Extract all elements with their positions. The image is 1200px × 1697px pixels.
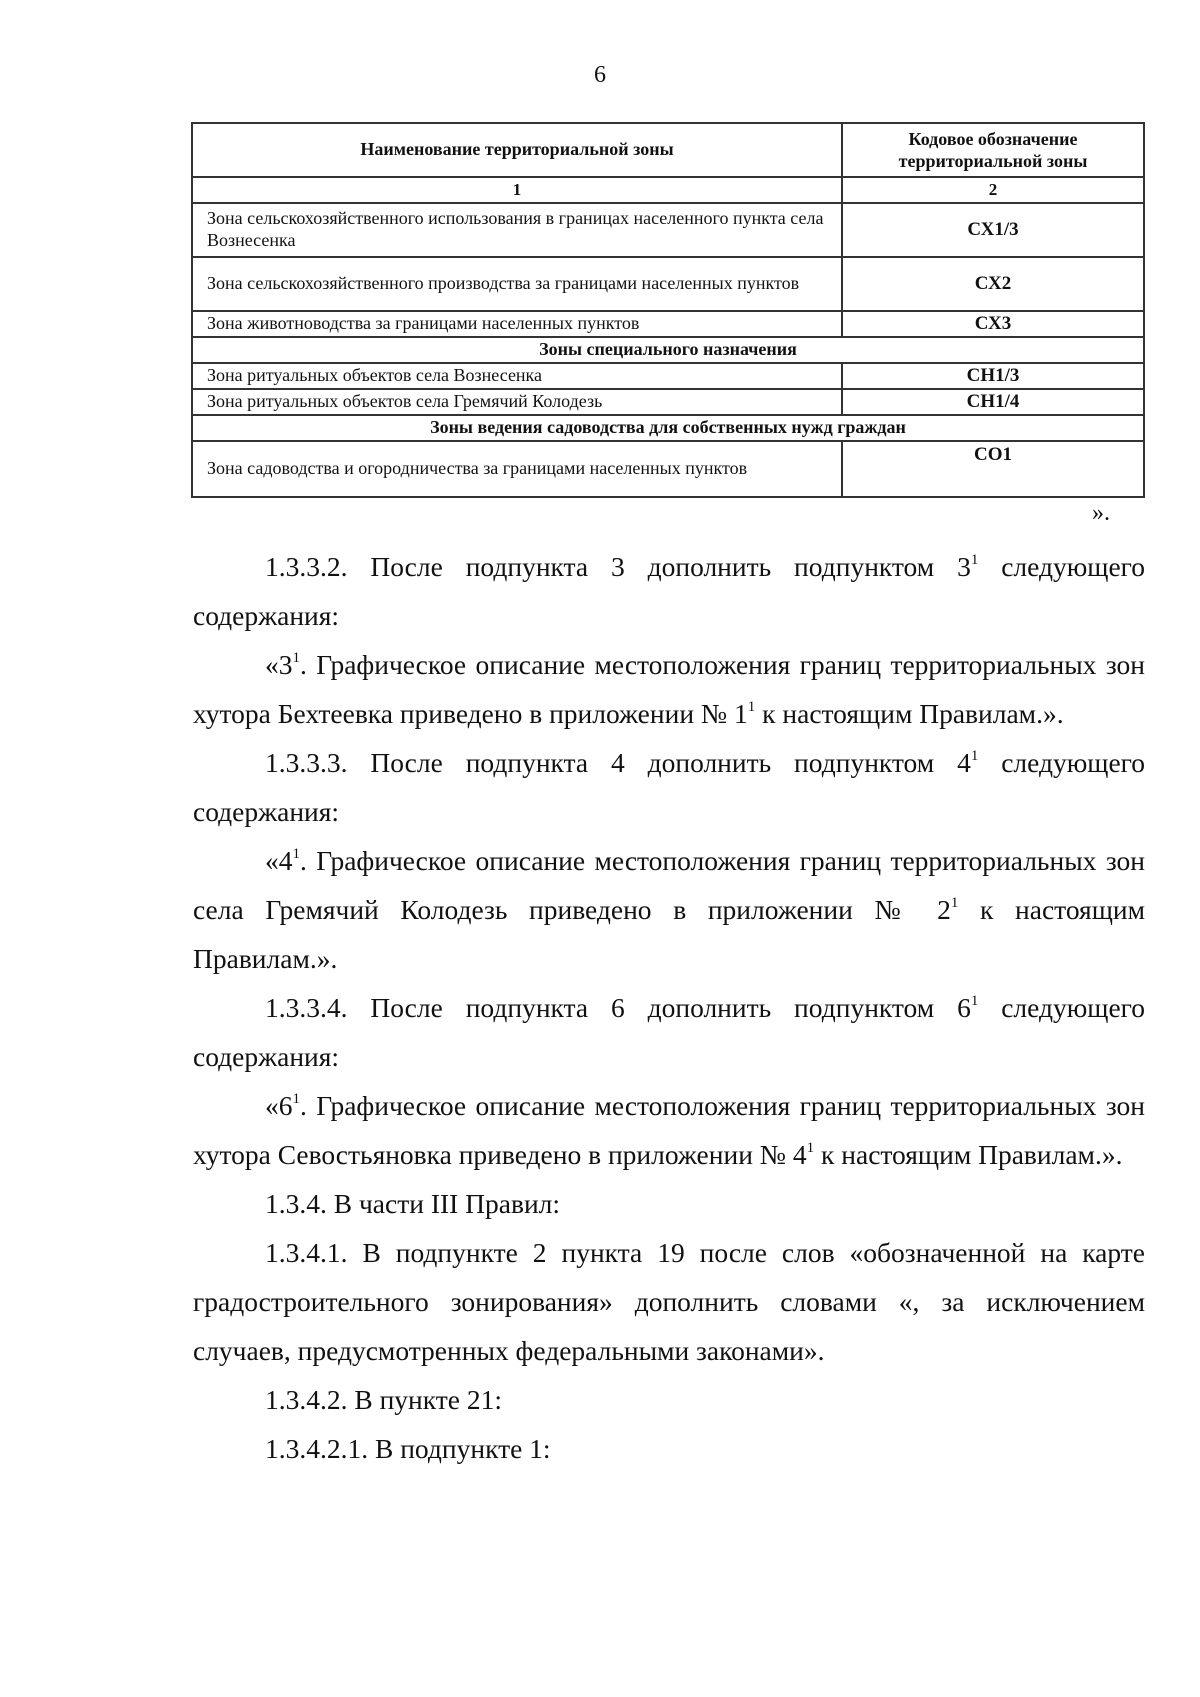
zone-code: СО1 bbox=[842, 441, 1144, 497]
column-number-row bbox=[192, 177, 1144, 203]
table-row bbox=[192, 257, 1144, 311]
paragraph-1-3-4-1: 1.3.4.1. В подпункте 2 пункта 19 после слов «обозначенной на карте градостроительного зонирования» дополнить словами «, за исключением случаев, предусмотренных федеральными законами». bbox=[193, 1237, 1145, 1366]
zone-code: СХ3 bbox=[842, 311, 1144, 337]
section-title: Зоны специального назначения bbox=[192, 337, 1144, 363]
paragraph-1-3-3-4: 1.3.3.4. После подпункта 6 дополнить подпунктом $6^1$ следующего содержания: bbox=[193, 992, 1145, 1072]
zone-code: СХ1/3 bbox=[842, 203, 1144, 257]
quoted-paragraph-3-1: «$3^1$. Графическое описание местоположения границ территориальных зон хутора Бехтеевка приведено в приложении № $1^1$ к настоящим Правилам.». bbox=[193, 649, 1145, 729]
section-title: Зоны ведения садоводства для собственных нужд граждан bbox=[192, 415, 1144, 441]
page-number: 6 bbox=[594, 62, 606, 88]
zone-name: Зона ритуальных объектов села Вознесенка bbox=[192, 363, 842, 389]
table-section-row bbox=[192, 337, 1144, 363]
column-number: 2 bbox=[842, 177, 1144, 203]
zone-code: СН1/4 bbox=[842, 389, 1144, 415]
table-closing-quote: ». bbox=[1092, 500, 1110, 526]
zone-name: Зона ритуальных объектов села Гремячий Колодезь bbox=[192, 389, 842, 415]
table-row bbox=[192, 311, 1144, 337]
column-number: 1 bbox=[192, 177, 842, 203]
table-row bbox=[192, 441, 1144, 497]
paragraph-1-3-3-3: 1.3.3.3. После подпункта 4 дополнить подпунктом $4^1$ следующего содержания: bbox=[193, 747, 1145, 827]
paragraph-1-3-3-2: 1.3.3.2. После подпункта 3 дополнить подпунктом $3^1$ следующего содержания: bbox=[193, 551, 1145, 631]
table-row bbox=[192, 203, 1144, 257]
header-zone-code: Кодовое обозначение территориальной зоны bbox=[842, 123, 1144, 177]
zone-name: Зона садоводства и огородничества за границами населенных пунктов bbox=[192, 441, 842, 497]
table-section-row bbox=[192, 415, 1144, 441]
zone-code: СН1/3 bbox=[842, 363, 1144, 389]
table-row bbox=[192, 363, 1144, 389]
paragraph-1-3-4-2: 1.3.4.2. В пункте 21: bbox=[265, 1384, 503, 1415]
table-header-row bbox=[192, 123, 1144, 177]
zone-name: Зона сельскохозяйственного производства за границами населенных пунктов bbox=[192, 257, 842, 311]
zones-table bbox=[191, 122, 1145, 498]
header-zone-name: Наименование территориальной зоны bbox=[192, 123, 842, 177]
zone-code: СХ2 bbox=[842, 257, 1144, 311]
quoted-paragraph-4-1: «$4^1$. Графическое описание местоположения границ территориальных зон села Гремячий Колодезь приведено в приложении № $2^1$ к настоящим Правилам.». bbox=[193, 845, 1145, 974]
document-body bbox=[193, 542, 1145, 1473]
zone-name: Зона сельскохозяйственного использования в границах населенного пункта села Вознесенка bbox=[192, 203, 842, 257]
paragraph-1-3-4-2-1: 1.3.4.2.1. В подпункте 1: bbox=[265, 1433, 551, 1464]
quoted-paragraph-6-1: «$6^1$. Графическое описание местоположения границ территориальных зон хутора Севостьяновка приведено в приложении № $4^1$ к настоящим Правилам.». bbox=[193, 1090, 1145, 1170]
paragraph-1-3-4: 1.3.4. В части III Правил: bbox=[265, 1188, 561, 1219]
table-row bbox=[192, 389, 1144, 415]
zone-name: Зона животноводства за границами населенных пунктов bbox=[192, 311, 842, 337]
